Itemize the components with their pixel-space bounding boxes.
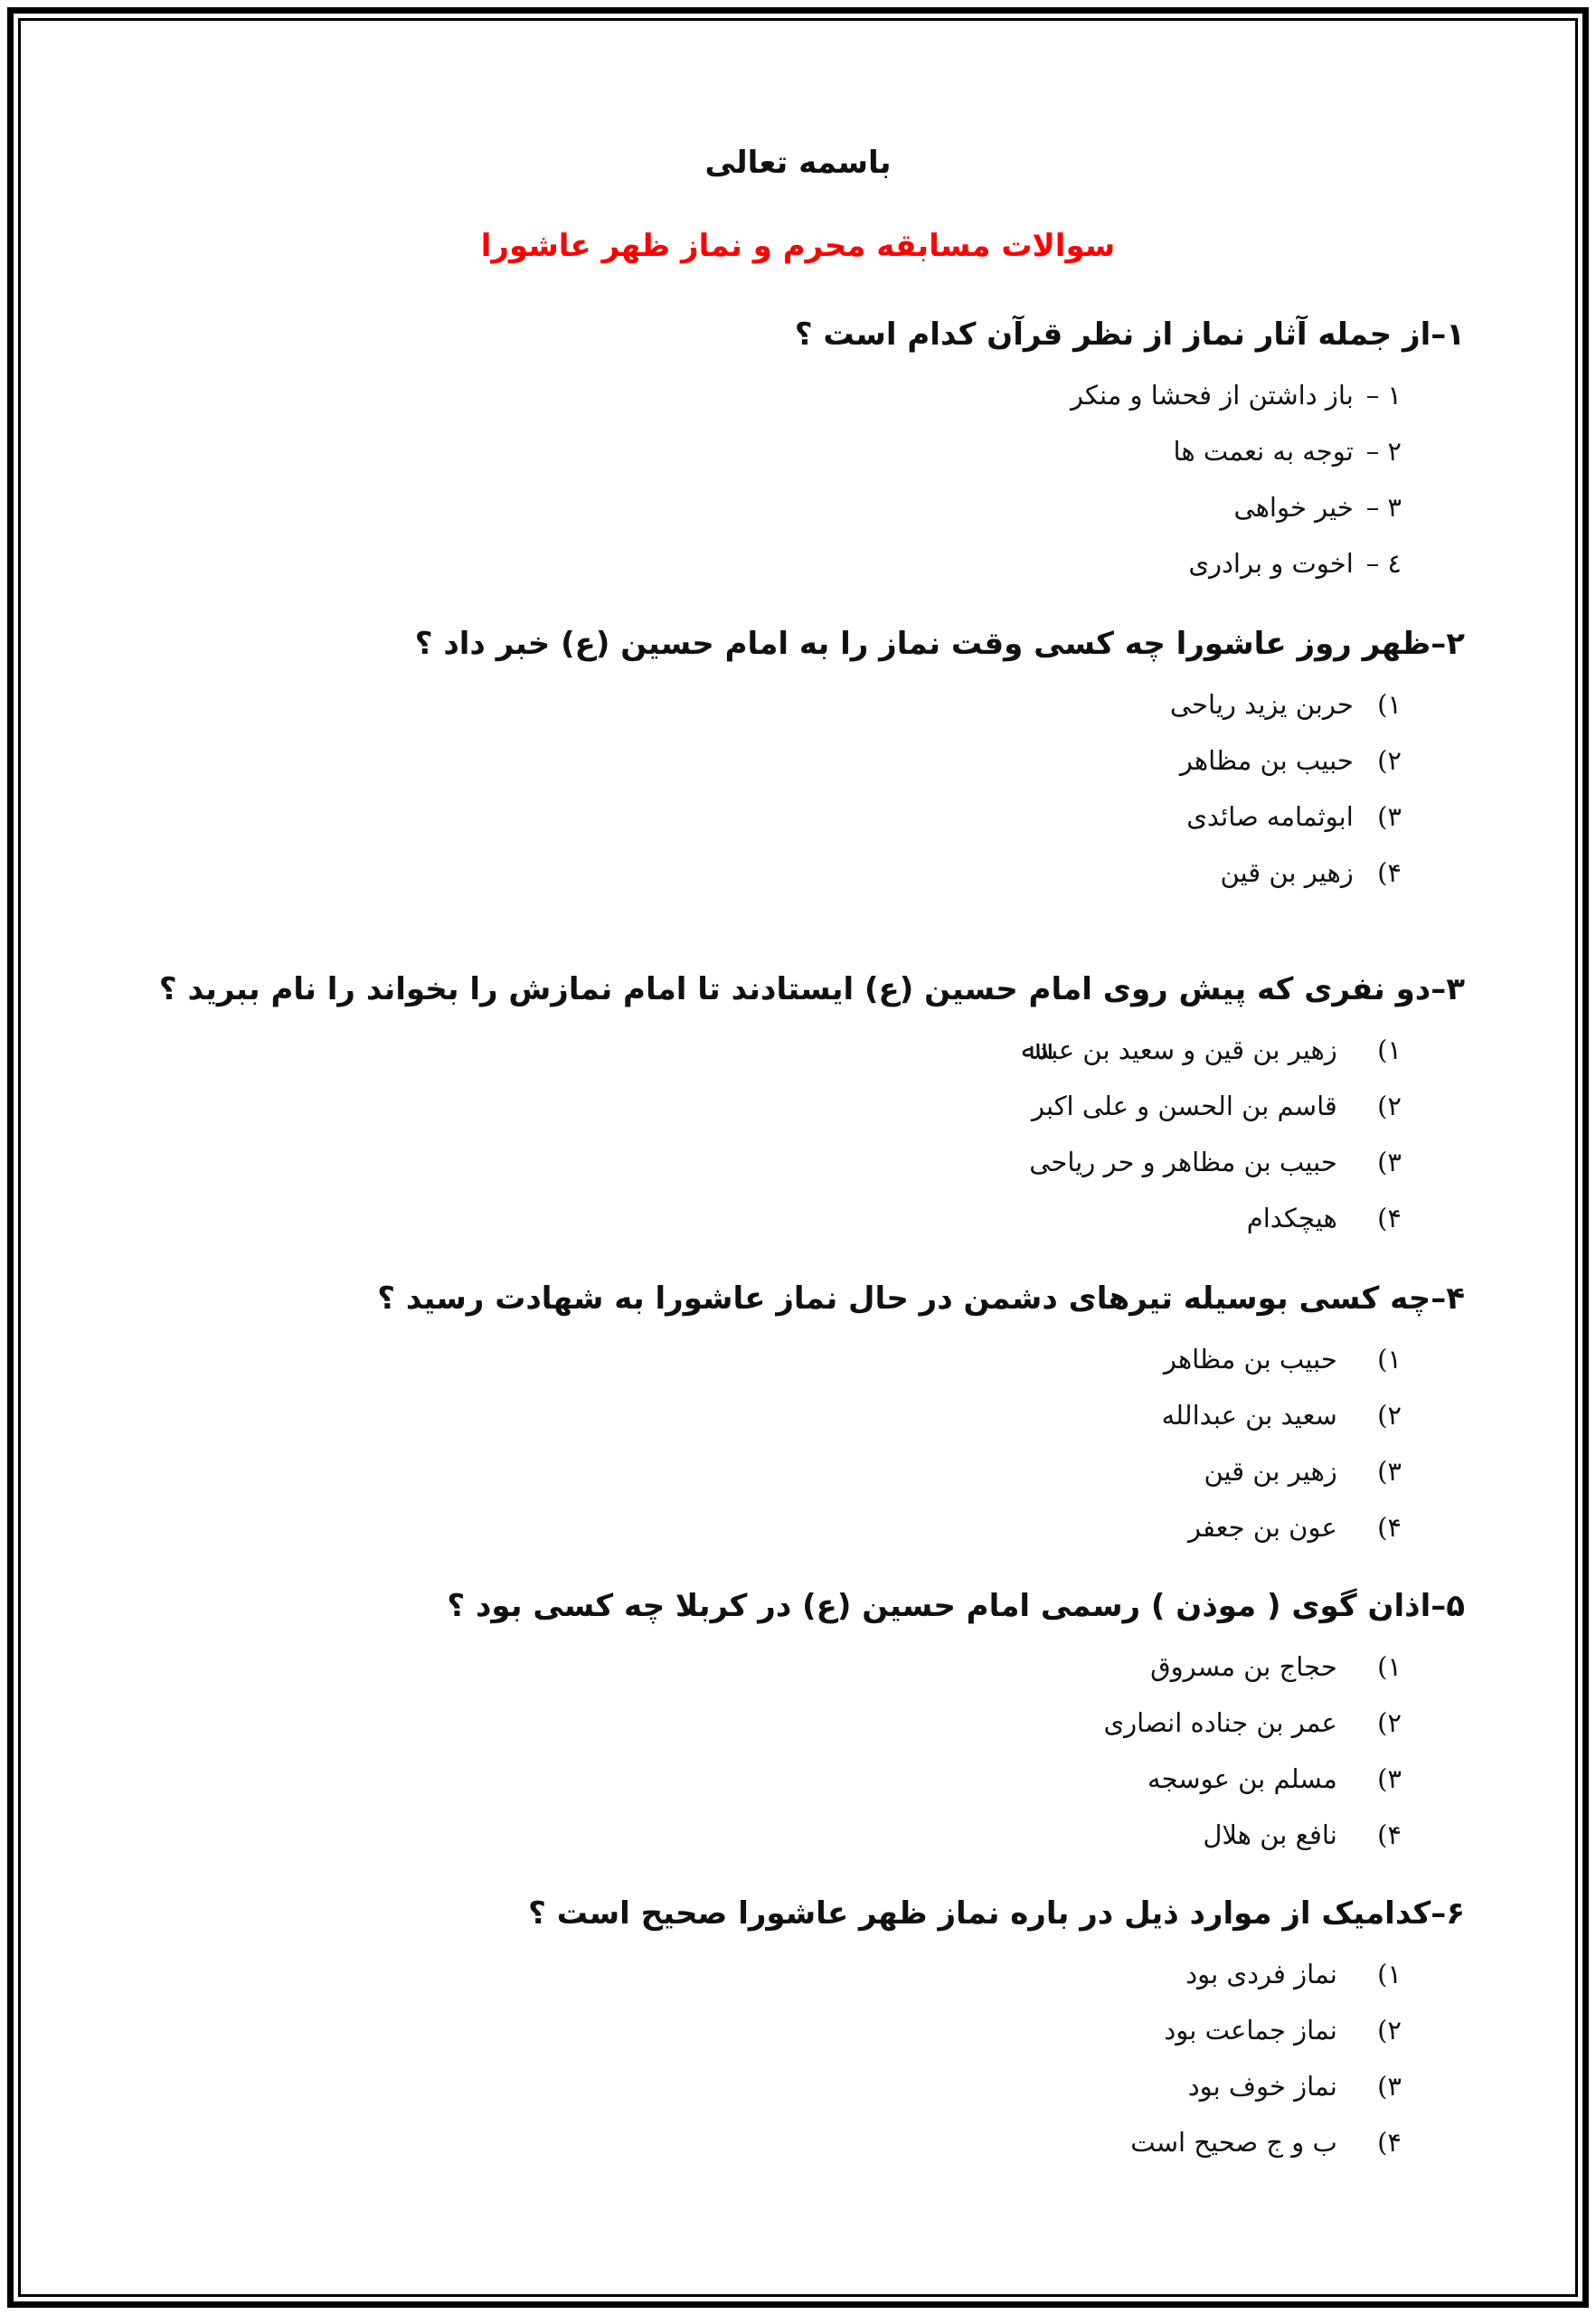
option-text: زهیر بن قین [1204,1456,1337,1487]
option-number: ۲) [1377,1091,1402,1121]
option-text: حبیب بن مظاهر [1179,745,1354,776]
option-number: ۴) [1377,2127,1402,2158]
option [226,1134,1402,1190]
option [226,845,1402,901]
option [226,1190,1402,1246]
option-text: حربن یزید ریاحی [1169,689,1354,720]
option [226,676,1402,732]
question-6-options [226,1946,1402,2170]
option-number: ۱) [1377,1344,1402,1375]
option-number: ۲ – [1365,436,1402,467]
option-number: ۱) [1377,689,1402,720]
option-number: ۱) [1377,1959,1402,1989]
option-text: نماز جماعت بود [1164,2015,1337,2046]
option-text: اخوت و برادری [1188,548,1354,579]
option-text: نماز خوف بود [1187,2071,1337,2102]
question-6: ۶–کدامیک از موارد ذیل در باره نماز ظهر عاشورا صحیح است ؟ [528,1895,1465,1932]
option [226,2002,1402,2058]
option-text: حبیب بن مظاهر و حر ریاحی [1029,1147,1337,1177]
option [226,789,1402,845]
option-number: ۱) [1377,1035,1402,1065]
option-text: قاسم بن الحسن و علی اکبر [1031,1091,1337,1121]
option [226,1807,1402,1863]
question-1-options [226,367,1402,591]
option-number: ۴) [1377,1819,1402,1850]
question-1: ۱–از جمله آثار نماز از نظر قرآن کدام است ؟ [794,317,1465,353]
option-number: ۱ – [1365,380,1402,411]
option-text: زهیر بن قین [1220,857,1354,888]
option-number: ۳) [1377,1456,1402,1487]
option [226,367,1402,423]
option [226,1443,1402,1499]
option [226,1499,1402,1555]
question-4-options [226,1331,1402,1555]
option-text: حبیب بن مظاهر [1163,1344,1337,1375]
option-text: سعید بن عبدالله [1161,1400,1337,1431]
option-number: ۳) [1377,2071,1402,2102]
option-text: عون بن جعفر [1188,1512,1337,1543]
option-number: ۲) [1377,745,1402,776]
option-text: مسلم بن عوسجه [1147,1763,1337,1794]
option [226,423,1402,479]
option-number: ۲) [1377,1400,1402,1431]
option [226,732,1402,789]
question-4: ۴–چه کسی بوسیله تیرهای دشمن در حال نماز عاشورا به شهادت رسید ؟ [377,1280,1465,1317]
option [226,1946,1402,2002]
option-text: توجه به نعمت ها [1173,436,1354,467]
option [226,535,1402,591]
option-number: ۱) [1377,1651,1402,1682]
option [226,1387,1402,1443]
option [226,1331,1402,1387]
option-text: نافع بن هلال [1203,1819,1337,1850]
option-text: زهیر بن قین و سعید بن عبدﷲ [1021,1035,1337,1065]
option-number: ۲) [1377,2015,1402,2046]
question-3-options [226,1022,1402,1246]
option-text: هیچکدام [1246,1203,1337,1233]
bismillah-heading: باسمه تعالی [704,145,892,181]
option [226,1022,1402,1078]
option-text: حجاج بن مسروق [1150,1651,1337,1682]
option [226,2058,1402,2114]
option-number: ۳) [1377,801,1402,832]
option-number: ۴) [1377,1203,1402,1233]
option-number: ۴) [1377,857,1402,888]
question-5-options [226,1639,1402,1863]
option-number: ۴) [1377,1512,1402,1543]
option [226,1695,1402,1751]
option-text: باز داشتن از فحشا و منکر [1071,380,1354,411]
option [226,2114,1402,2170]
option-text: ب و ج صحیح است [1130,2127,1337,2158]
option [226,1751,1402,1807]
option-text: نماز فردی بود [1185,1959,1337,1989]
option-number: ۳) [1377,1763,1402,1794]
option-number: ۳) [1377,1147,1402,1177]
option-number: ۳ – [1365,492,1402,523]
question-2: ۲–ظهر روز عاشورا چه کسی وقت نماز را به امام حسین (ع) خبر داد ؟ [414,626,1465,662]
option [226,1639,1402,1695]
option-text: ابوثمامه صائدی [1186,801,1354,832]
option-text: خیر خواهی [1233,492,1354,523]
option-text: عمر بن جناده انصاری [1103,1707,1337,1738]
question-5: ۵–اذان گوی ( موذن ) رسمی امام حسین (ع) در کربلا چه کسی بود ؟ [447,1588,1465,1624]
question-3: ۳–دو نفری که پیش روی امام حسین (ع) ایستادند تا امام نمازش را بخواند را نام ببرید ؟ [158,971,1465,1007]
option-number: ۲) [1377,1707,1402,1738]
question-2-options [226,676,1402,901]
option [226,1078,1402,1134]
option [226,479,1402,535]
page-title: سوالات مسابقه محرم و نماز ظهر عاشورا [480,228,1116,264]
option-number: ٤ – [1365,548,1402,579]
